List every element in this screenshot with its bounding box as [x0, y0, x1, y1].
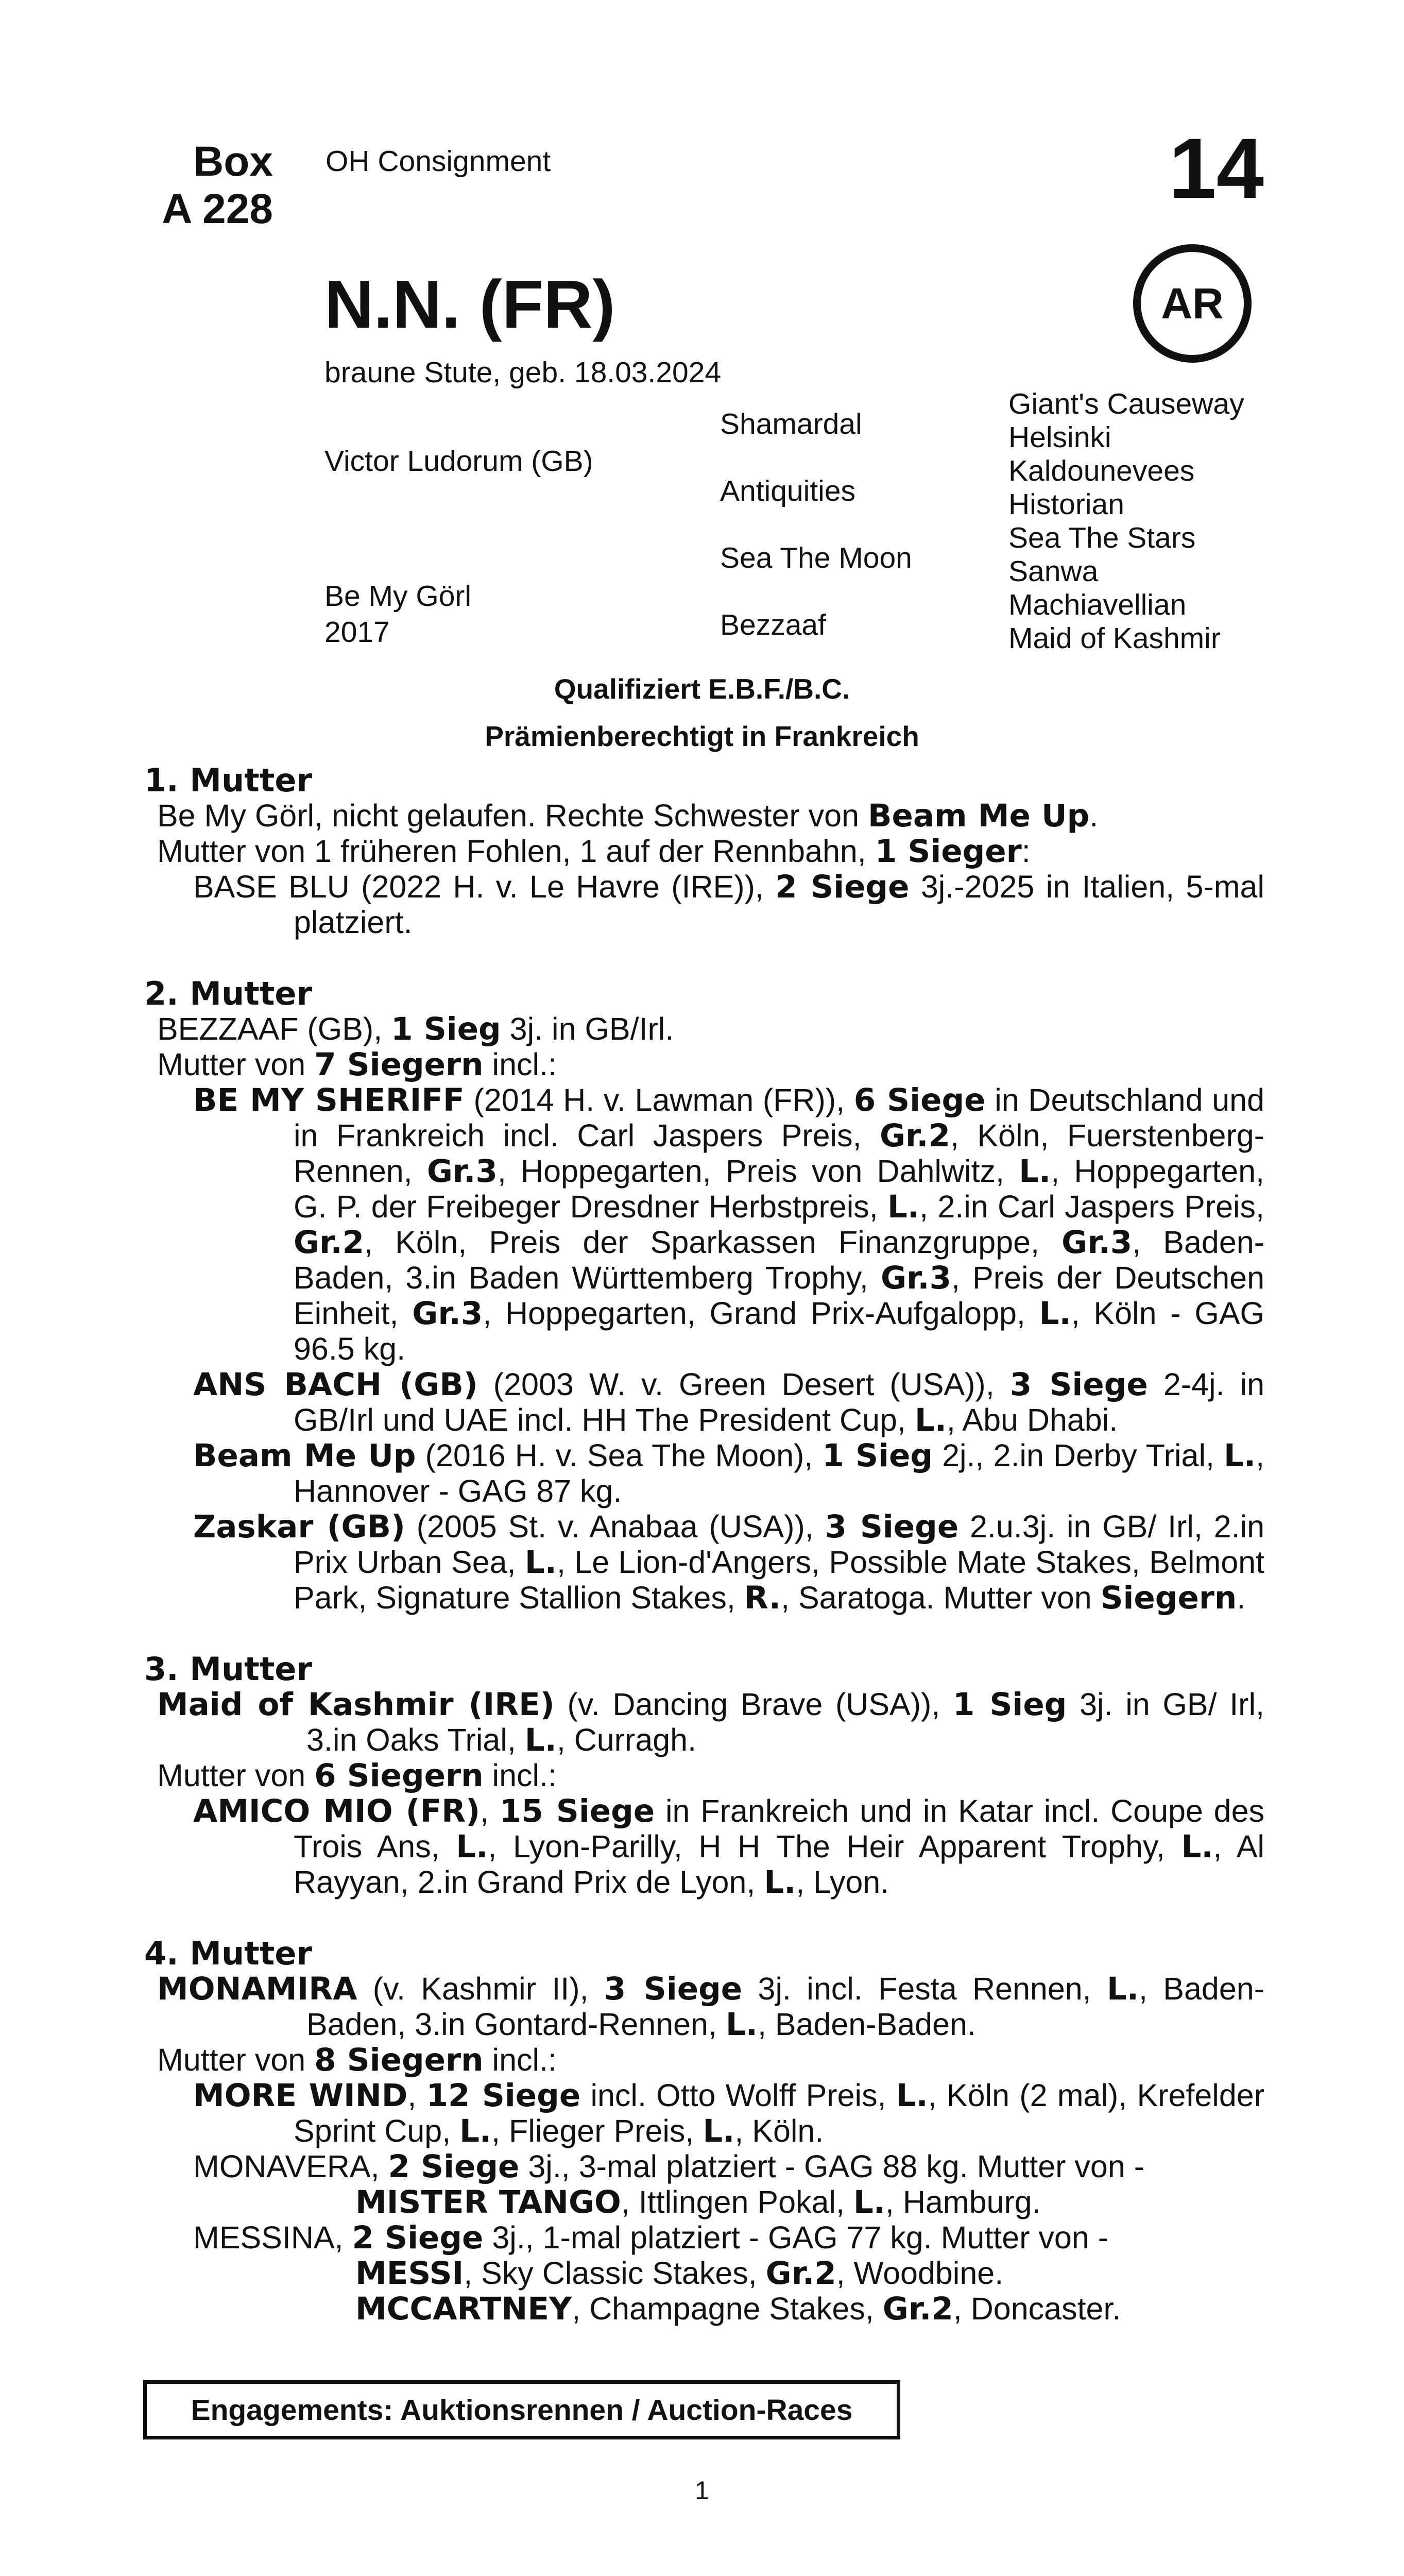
pedigree-dam-year: 2017	[324, 616, 390, 649]
engagements-box: Engagements: Auktionsrennen / Auction-Races	[143, 2380, 900, 2439]
mutter3-description: Maid of Kashmir (IRE) (v. Dancing Brave (USA)), 1 Sieg 3j. in GB/ Irl, 3.in Oaks Trial, L., Curragh.	[157, 1686, 1264, 1758]
mutter1-description: Be My Görl, nicht gelaufen. Rechte Schwester von Beam Me Up.	[157, 798, 1099, 834]
mutter4-description: MONAMIRA (v. Kashmir II), 3 Siege 3j. incl. Festa Rennen, L., Baden-Baden, 3.in Gontard-Rennen, L., Baden-Baden.	[157, 1971, 1265, 2043]
consignment-label: OH Consignment	[326, 145, 551, 178]
ar-badge-icon	[1133, 244, 1252, 363]
lot-number: 14	[1169, 121, 1264, 216]
pedigree-dam-dam: Bezzaaf	[720, 608, 826, 641]
box-line-1: Box	[193, 138, 273, 185]
horse-name: N.N. (FR)	[324, 266, 615, 342]
ggp-item: Maid of Kashmir	[1008, 622, 1221, 655]
offspring-entry: Zaskar (GB) (2005 St. v. Anabaa (USA)), 3 Siege 2.u.3j. in GB/ Irl, 2.in Prix Urban Sea, L., Le Lion-d'Angers, Possible Mate Stakes, Belmont Park, Signature Stallion Stakes, R., Saratoga. Mutter von Siegern.	[193, 1509, 1265, 1616]
ggp-item: Giant's Causeway	[1008, 387, 1244, 420]
pedigree-great-grandparents	[1008, 387, 1244, 655]
section-mutter-4	[144, 1936, 1264, 2327]
offspring-entry: Beam Me Up (2016 H. v. Sea The Moon), 1 Sieg 2j., 2.in Derby Trial, L., Hannover - GAG 87 kg.	[193, 1437, 1265, 1509]
section-mutter-3	[144, 1651, 1264, 1900]
offspring-entry: MORE WIND, 12 Siege incl. Otto Wolff Preis, L., Köln (2 mal), Krefelder Sprint Cup, L., Flieger Preis, L., Köln.	[193, 2077, 1265, 2149]
offspring-entry: BE MY SHERIFF (2014 H. v. Lawman (FR)), 6 Siege in Deutschland und in Frankreich incl. Carl Jaspers Preis, Gr.2, Köln, Fuerstenberg-Rennen, Gr.3, Hoppegarten, Preis von Dahlwitz, L., Hoppegarten, G. P. der Freibeger Dresdner Herbstpreis, L., 2.in Carl Jaspers Preis, Gr.2, Köln, Preis der Sparkassen Finanzgruppe, Gr.3, Baden-Baden, 3.in Baden Württemberg Trophy, Gr.3, Preis der Deutschen Einheit, Gr.3, Hoppegarten, Grand Prix-Aufgalopp, L., Köln - GAG 96.5 kg.	[193, 1082, 1265, 1366]
section-title: 1. Mutter	[144, 761, 313, 799]
mutter2-offspring-summary: Mutter von 7 Siegern incl.:	[157, 1046, 557, 1083]
qualification-line-2: Prämienberechtigt in Frankreich	[485, 720, 919, 752]
ggp-item: Sanwa	[1008, 555, 1099, 588]
ggp-item: Kaldounevees	[1008, 454, 1195, 487]
ggp-item: Machiavellian	[1008, 588, 1187, 621]
mutter2-description: BEZZAAF (GB), 1 Sieg 3j. in GB/Irl.	[157, 1011, 674, 1047]
pedigree-dam-sire: Sea The Moon	[720, 541, 912, 574]
page-number: 1	[695, 2476, 709, 2505]
section-mutter-2	[144, 976, 1264, 1616]
ggp-item: Sea The Stars	[1008, 521, 1196, 554]
horse-description: braune Stute, geb. 18.03.2024	[324, 356, 722, 389]
qualification-line-1: Qualifiziert E.B.F./B.C.	[554, 673, 850, 705]
section-title: 2. Mutter	[144, 975, 313, 1012]
offspring-entry: AMICO MIO (FR), 15 Siege in Frankreich und in Katar incl. Coupe des Trois Ans, L., Lyon-Parilly, H H The Heir Apparent Trophy, L., Al Rayyan, 2.in Grand Prix de Lyon, L., Lyon.	[193, 1793, 1265, 1901]
dam-line-content	[144, 762, 1264, 2362]
offspring-entry: MONAVERA, 2 Siege 3j., 3-mal platziert - GAG 88 kg. Mutter von -	[193, 2148, 1145, 2185]
grand-offspring-entry: MCCARTNEY, Champagne Stakes, Gr.2, Doncaster.	[355, 2291, 1121, 2327]
section-title: 3. Mutter	[144, 1650, 313, 1688]
mutter4-offspring-summary: Mutter von 8 Siegern incl.:	[157, 2042, 557, 2078]
grand-offspring-entry: MISTER TANGO, Ittlingen Pokal, L., Hamburg.	[355, 2184, 1041, 2221]
box-label	[144, 138, 273, 233]
pedigree-sire-sire: Shamardal	[720, 408, 862, 440]
ar-badge-text: AR	[1161, 279, 1224, 328]
section-mutter-1	[144, 762, 1264, 940]
pedigree-sire-dam: Antiquities	[720, 474, 855, 507]
offspring-entry: BASE BLU (2022 H. v. Le Havre (IRE)), 2 Siege 3j.-2025 in Italien, 5-mal platziert.	[193, 869, 1264, 940]
pedigree-dam: Be My Görl	[324, 580, 472, 613]
ggp-item: Historian	[1008, 488, 1124, 521]
offspring-entry: ANS BACH (GB) (2003 W. v. Green Desert (USA)), 3 Siege 2-4j. in GB/Irl und UAE incl. HH The President Cup, L., Abu Dhabi.	[193, 1366, 1265, 1438]
grand-offspring-entry: MESSI, Sky Classic Stakes, Gr.2, Woodbine.	[355, 2255, 1004, 2292]
pedigree-sire: Victor Ludorum (GB)	[324, 445, 593, 478]
offspring-entry: MESSINA, 2 Siege 3j., 1-mal platziert - GAG 77 kg. Mutter von -	[193, 2219, 1109, 2256]
box-line-2: A 228	[162, 185, 273, 232]
section-title: 4. Mutter	[144, 1935, 313, 1972]
ggp-item: Helsinki	[1008, 421, 1111, 454]
mutter1-offspring-summary: Mutter von 1 früheren Fohlen, 1 auf der Rennbahn, 1 Sieger:	[157, 833, 1031, 870]
mutter3-offspring-summary: Mutter von 6 Siegern incl.:	[157, 1757, 557, 1794]
